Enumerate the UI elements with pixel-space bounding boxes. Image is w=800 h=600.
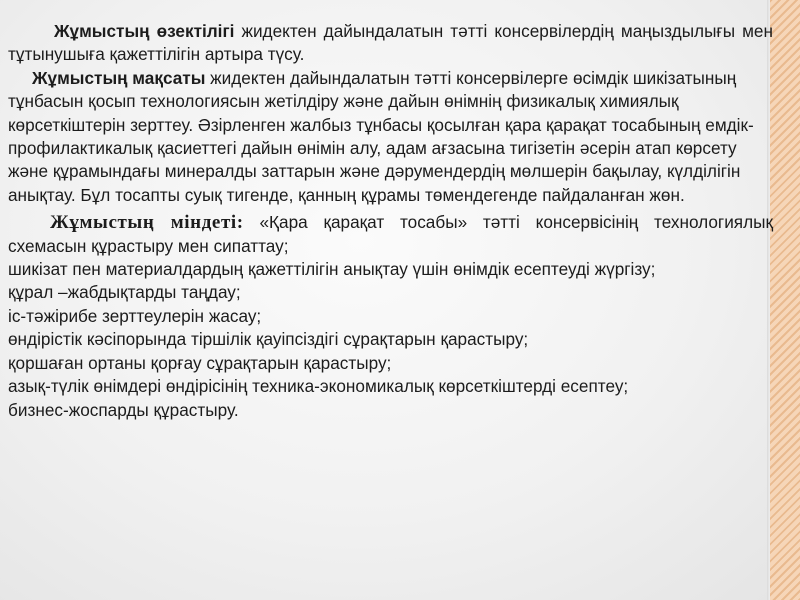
relevance-paragraph: [8, 20, 773, 67]
task-item: шикізат пен материалдардың қажеттілігін анықтау үшін өнімдік есептеуді жүргізу;: [8, 259, 656, 280]
relevance-heading: Жұмыстың өзектілігі: [54, 21, 235, 41]
task-item: іс-тәжірибе зерттеулерін жасау;: [8, 305, 262, 326]
relevance-text: жидектен дайындалатын тәтті консервілердің маңыздылығы мен тұтынушыға қажеттілігін артыра түсу.: [8, 21, 773, 65]
task-item: бизнес-жоспарды құрастыру.: [8, 399, 239, 420]
slide-content: [8, 20, 773, 422]
goal-heading: Жұмыстың мақсаты: [32, 67, 206, 88]
tasks-first-item: «Қара қарақат тосабы» тәтті консервісінің технологиялық схемасын құрастыру мен сипаттау;: [8, 212, 774, 256]
task-item: өндірістік кәсіпорында тіршілік қауіпсіздігі сұрақтарын қарастыру;: [8, 329, 529, 350]
task-item: құрал –жабдықтарды таңдау;: [8, 282, 241, 303]
tasks-list: [8, 258, 773, 422]
tasks-paragraph: [8, 211, 773, 258]
tasks-heading: Жұмыстың міндеті:: [50, 212, 244, 234]
goal-paragraph: [8, 67, 773, 207]
task-item: қоршаған ортаны қорғау сұрақтарын қарастыру;: [8, 352, 392, 373]
decorative-stripe: [770, 0, 800, 600]
task-item: азық-түлік өнімдері өндірісінің техника-экономикалық көрсеткіштерді есептеу;: [8, 376, 629, 397]
goal-text: жидектен дайындалатын тәтті консервілерге өсімдік шикізатының тұнбасын қосып технологиясын жетілдіру және дайын өнімнің физикалық химиялық көрсеткіштерін зерттеу. Әзірленген жалбыз тұнбасы қосылған қара қарақат тосабының емдік-профилактикалық қасиеттегі дайын өнімін алу, адам ағзасына тигізетін әсерін атап көрсету және құрамындағы минералды заттарын және дәрумендердің мөлшерін бақылау, күлділігін анықтау. Бұл тосапты суық тигенде, қанның құрамы төмендегенде пайдаланған жөн.: [8, 67, 754, 205]
